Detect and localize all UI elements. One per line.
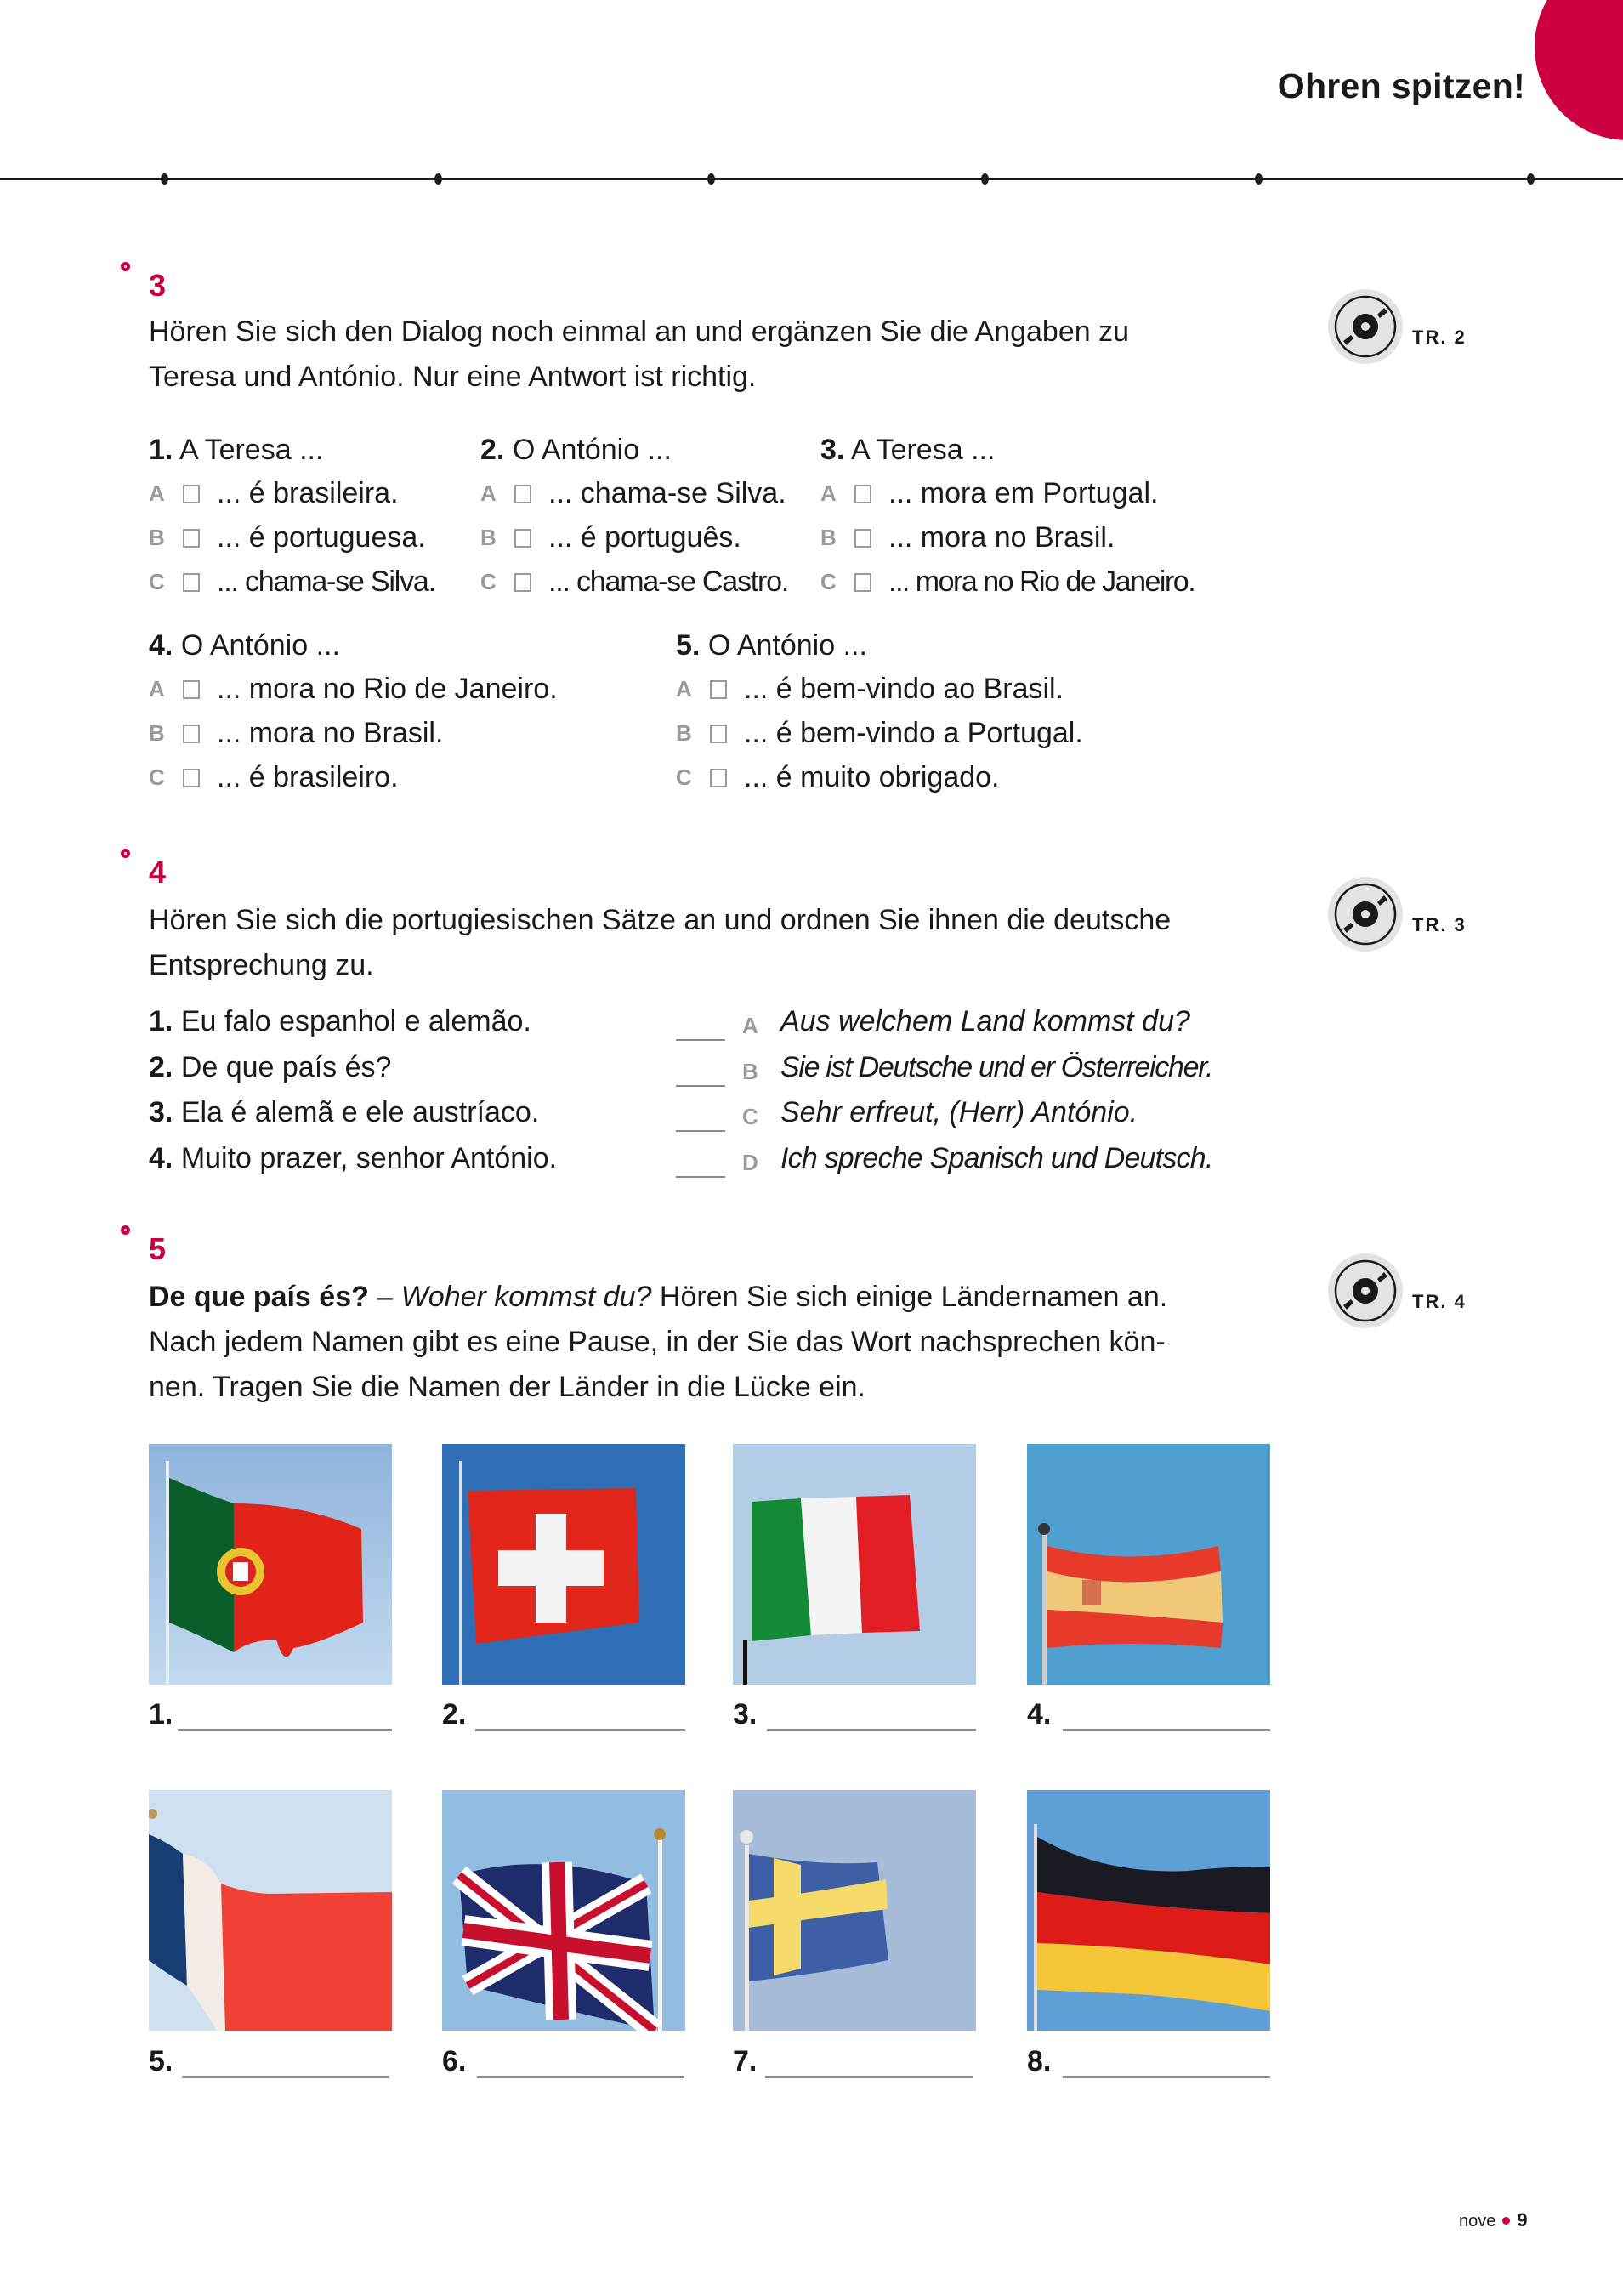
exercise-instruction (149, 1275, 1280, 1410)
answer-line[interactable] (475, 1729, 685, 1731)
cd-icon[interactable] (1328, 1253, 1403, 1328)
exercise-number: 5 (149, 1231, 167, 1266)
checkbox[interactable] (514, 529, 531, 548)
rule-dot (434, 173, 442, 185)
portuguese-sentence: 4. Muito prazer, senhor António. (149, 1142, 558, 1174)
sweden-flag (733, 1790, 976, 2031)
answer-blank[interactable] (676, 1039, 725, 1041)
checkbox[interactable] (854, 529, 871, 548)
flag-number: 7. (733, 2045, 758, 2077)
answer-line[interactable] (178, 1729, 392, 1731)
portuguese-sentence: 2. De que país és? (149, 1051, 392, 1083)
page-title: Ohren spitzen! (1277, 66, 1525, 105)
page-word: nove (1459, 2212, 1496, 2231)
checkbox[interactable] (710, 680, 727, 699)
option-b[interactable]: B ... é portuguesa. (149, 521, 426, 554)
question-3 (820, 434, 1195, 599)
checkbox[interactable] (854, 573, 871, 592)
italy-flag (733, 1444, 976, 1685)
footer-dot (1502, 2217, 1510, 2225)
question-stem: O António ... (180, 629, 340, 662)
switzerland-flag (442, 1444, 685, 1685)
option-a[interactable]: A ... é brasileira. (149, 477, 399, 509)
checkbox[interactable] (514, 573, 531, 592)
rule-dot (1527, 173, 1535, 185)
question-stem: O António ... (512, 434, 672, 466)
flag-number: 4. (1027, 1698, 1052, 1731)
spain-flag (1027, 1444, 1270, 1685)
checkbox[interactable] (183, 680, 200, 699)
checkbox[interactable] (183, 529, 200, 548)
german-sentence: Sehr erfreut, (Herr) António. (780, 1096, 1138, 1128)
instruction-line: Nach jedem Namen gibt es eine Pause, in der Sie das Wort nachsprechen kön- (149, 1326, 1166, 1358)
header-rule (0, 178, 1623, 180)
uk-flag (442, 1790, 685, 2031)
corner-red-circle (1535, 0, 1623, 140)
instruction-line: Hören Sie sich die portugiesischen Sätze an und ordnen Sie ihnen die deutsche (149, 904, 1172, 936)
german-sentence: Ich spreche Spanisch und Deutsch. (780, 1142, 1213, 1174)
instruction-line: De que país és? – Woher kommst du? Hören Sie sich einige Ländernamen an. (149, 1281, 1168, 1313)
france-flag (149, 1790, 392, 2031)
flag-number: 5. (149, 2045, 173, 2077)
answer-line[interactable] (1063, 1729, 1270, 1731)
answer-letter: D (742, 1150, 758, 1175)
rule-dot (981, 173, 989, 185)
page-footer (1459, 2209, 1528, 2231)
checkbox[interactable] (183, 573, 200, 592)
checkbox[interactable] (514, 485, 531, 503)
option-c[interactable]: C ... chama-se Silva. (149, 565, 435, 598)
answer-letter: A (742, 1013, 758, 1038)
exercise-bullet-icon (121, 262, 130, 271)
track-label: TR. 3 (1412, 914, 1467, 935)
answer-line[interactable] (767, 1729, 976, 1731)
answer-letter: C (742, 1104, 758, 1129)
option-c[interactable]: C ... chama-se Castro. (480, 565, 789, 598)
option-a[interactable]: A ... mora em Portugal. (820, 477, 1159, 509)
portuguese-sentence: 3. Ela é alemã e ele austríaco. (149, 1096, 540, 1128)
german-sentence: Sie ist Deutsche und er Österreicher. (780, 1051, 1213, 1083)
checkbox[interactable] (710, 769, 727, 787)
question-stem: A Teresa ... (179, 434, 324, 466)
flag-number: 8. (1027, 2045, 1052, 2077)
option-b[interactable]: B ... é bem-vindo a Portugal. (676, 717, 1083, 749)
option-b[interactable]: B ... mora no Brasil. (820, 521, 1115, 554)
question-4 (149, 629, 558, 794)
answer-blank[interactable] (676, 1176, 725, 1178)
portugal-flag (149, 1444, 392, 1685)
question-number: 1. (149, 434, 173, 466)
option-b[interactable]: B ... mora no Brasil. (149, 717, 444, 749)
option-a[interactable]: A ... chama-se Silva. (480, 477, 786, 509)
exercise-bullet-icon (121, 1225, 130, 1235)
checkbox[interactable] (183, 485, 200, 503)
answer-blank[interactable] (676, 1085, 725, 1087)
option-c[interactable]: C ... é muito obrigado. (676, 761, 1000, 793)
exercise-instruction (149, 310, 1280, 400)
answer-blank[interactable] (676, 1130, 725, 1132)
question-number: 2. (480, 434, 505, 466)
question-stem: O António ... (707, 629, 867, 662)
answer-line[interactable] (765, 2076, 973, 2078)
flag-number: 1. (149, 1698, 173, 1731)
answer-line[interactable] (477, 2076, 684, 2078)
german-sentence: Aus welchem Land kommst du? (780, 1005, 1190, 1037)
checkbox[interactable] (183, 769, 200, 787)
option-a[interactable]: A ... mora no Rio de Janeiro. (149, 673, 558, 705)
page-number: 9 (1517, 2209, 1528, 2231)
option-a[interactable]: A ... é bem-vindo ao Brasil. (676, 673, 1064, 705)
checkbox[interactable] (183, 725, 200, 743)
instruction-line: Entsprechung zu. (149, 949, 374, 981)
rule-dot (1255, 173, 1263, 185)
question-2 (480, 434, 788, 599)
instruction-line: Hören Sie sich den Dialog noch einmal an und ergänzen Sie die Angaben zu (149, 315, 1130, 348)
option-c[interactable]: C ... mora no Rio de Janeiro. (820, 565, 1195, 598)
question-5 (676, 629, 1083, 794)
rule-dot (161, 173, 168, 185)
answer-line[interactable] (1063, 2076, 1270, 2078)
question-1 (149, 434, 435, 599)
exercise-bullet-icon (121, 849, 130, 858)
exercise-number: 4 (149, 855, 167, 889)
cd-icon[interactable] (1328, 877, 1403, 952)
exercise-number: 3 (149, 268, 167, 303)
question-number: 5. (676, 629, 701, 662)
instruction-line: nen. Tragen Sie die Namen der Länder in die Lücke ein. (149, 1371, 865, 1403)
rule-dot (707, 173, 715, 185)
option-b[interactable]: B ... é português. (480, 521, 741, 554)
answer-line[interactable] (182, 2076, 389, 2078)
flag-number: 6. (442, 2045, 467, 2077)
checkbox[interactable] (710, 725, 727, 743)
flag-number: 3. (733, 1698, 758, 1731)
portuguese-sentence: 1. Eu falo espanhol e alemão. (149, 1005, 531, 1037)
answer-letter: B (742, 1059, 758, 1084)
instruction-line: Teresa und António. Nur eine Antwort ist richtig. (149, 361, 757, 393)
track-label: TR. 2 (1412, 327, 1467, 348)
option-c[interactable]: C ... é brasileiro. (149, 761, 399, 793)
flag-number: 2. (442, 1698, 467, 1731)
exercise-instruction (149, 898, 1280, 988)
germany-flag (1027, 1790, 1270, 2031)
checkbox[interactable] (854, 485, 871, 503)
track-label: TR. 4 (1412, 1291, 1467, 1312)
question-number: 4. (149, 629, 173, 662)
question-stem: A Teresa ... (850, 434, 996, 466)
question-number: 3. (820, 434, 845, 466)
cd-icon[interactable] (1328, 289, 1403, 364)
